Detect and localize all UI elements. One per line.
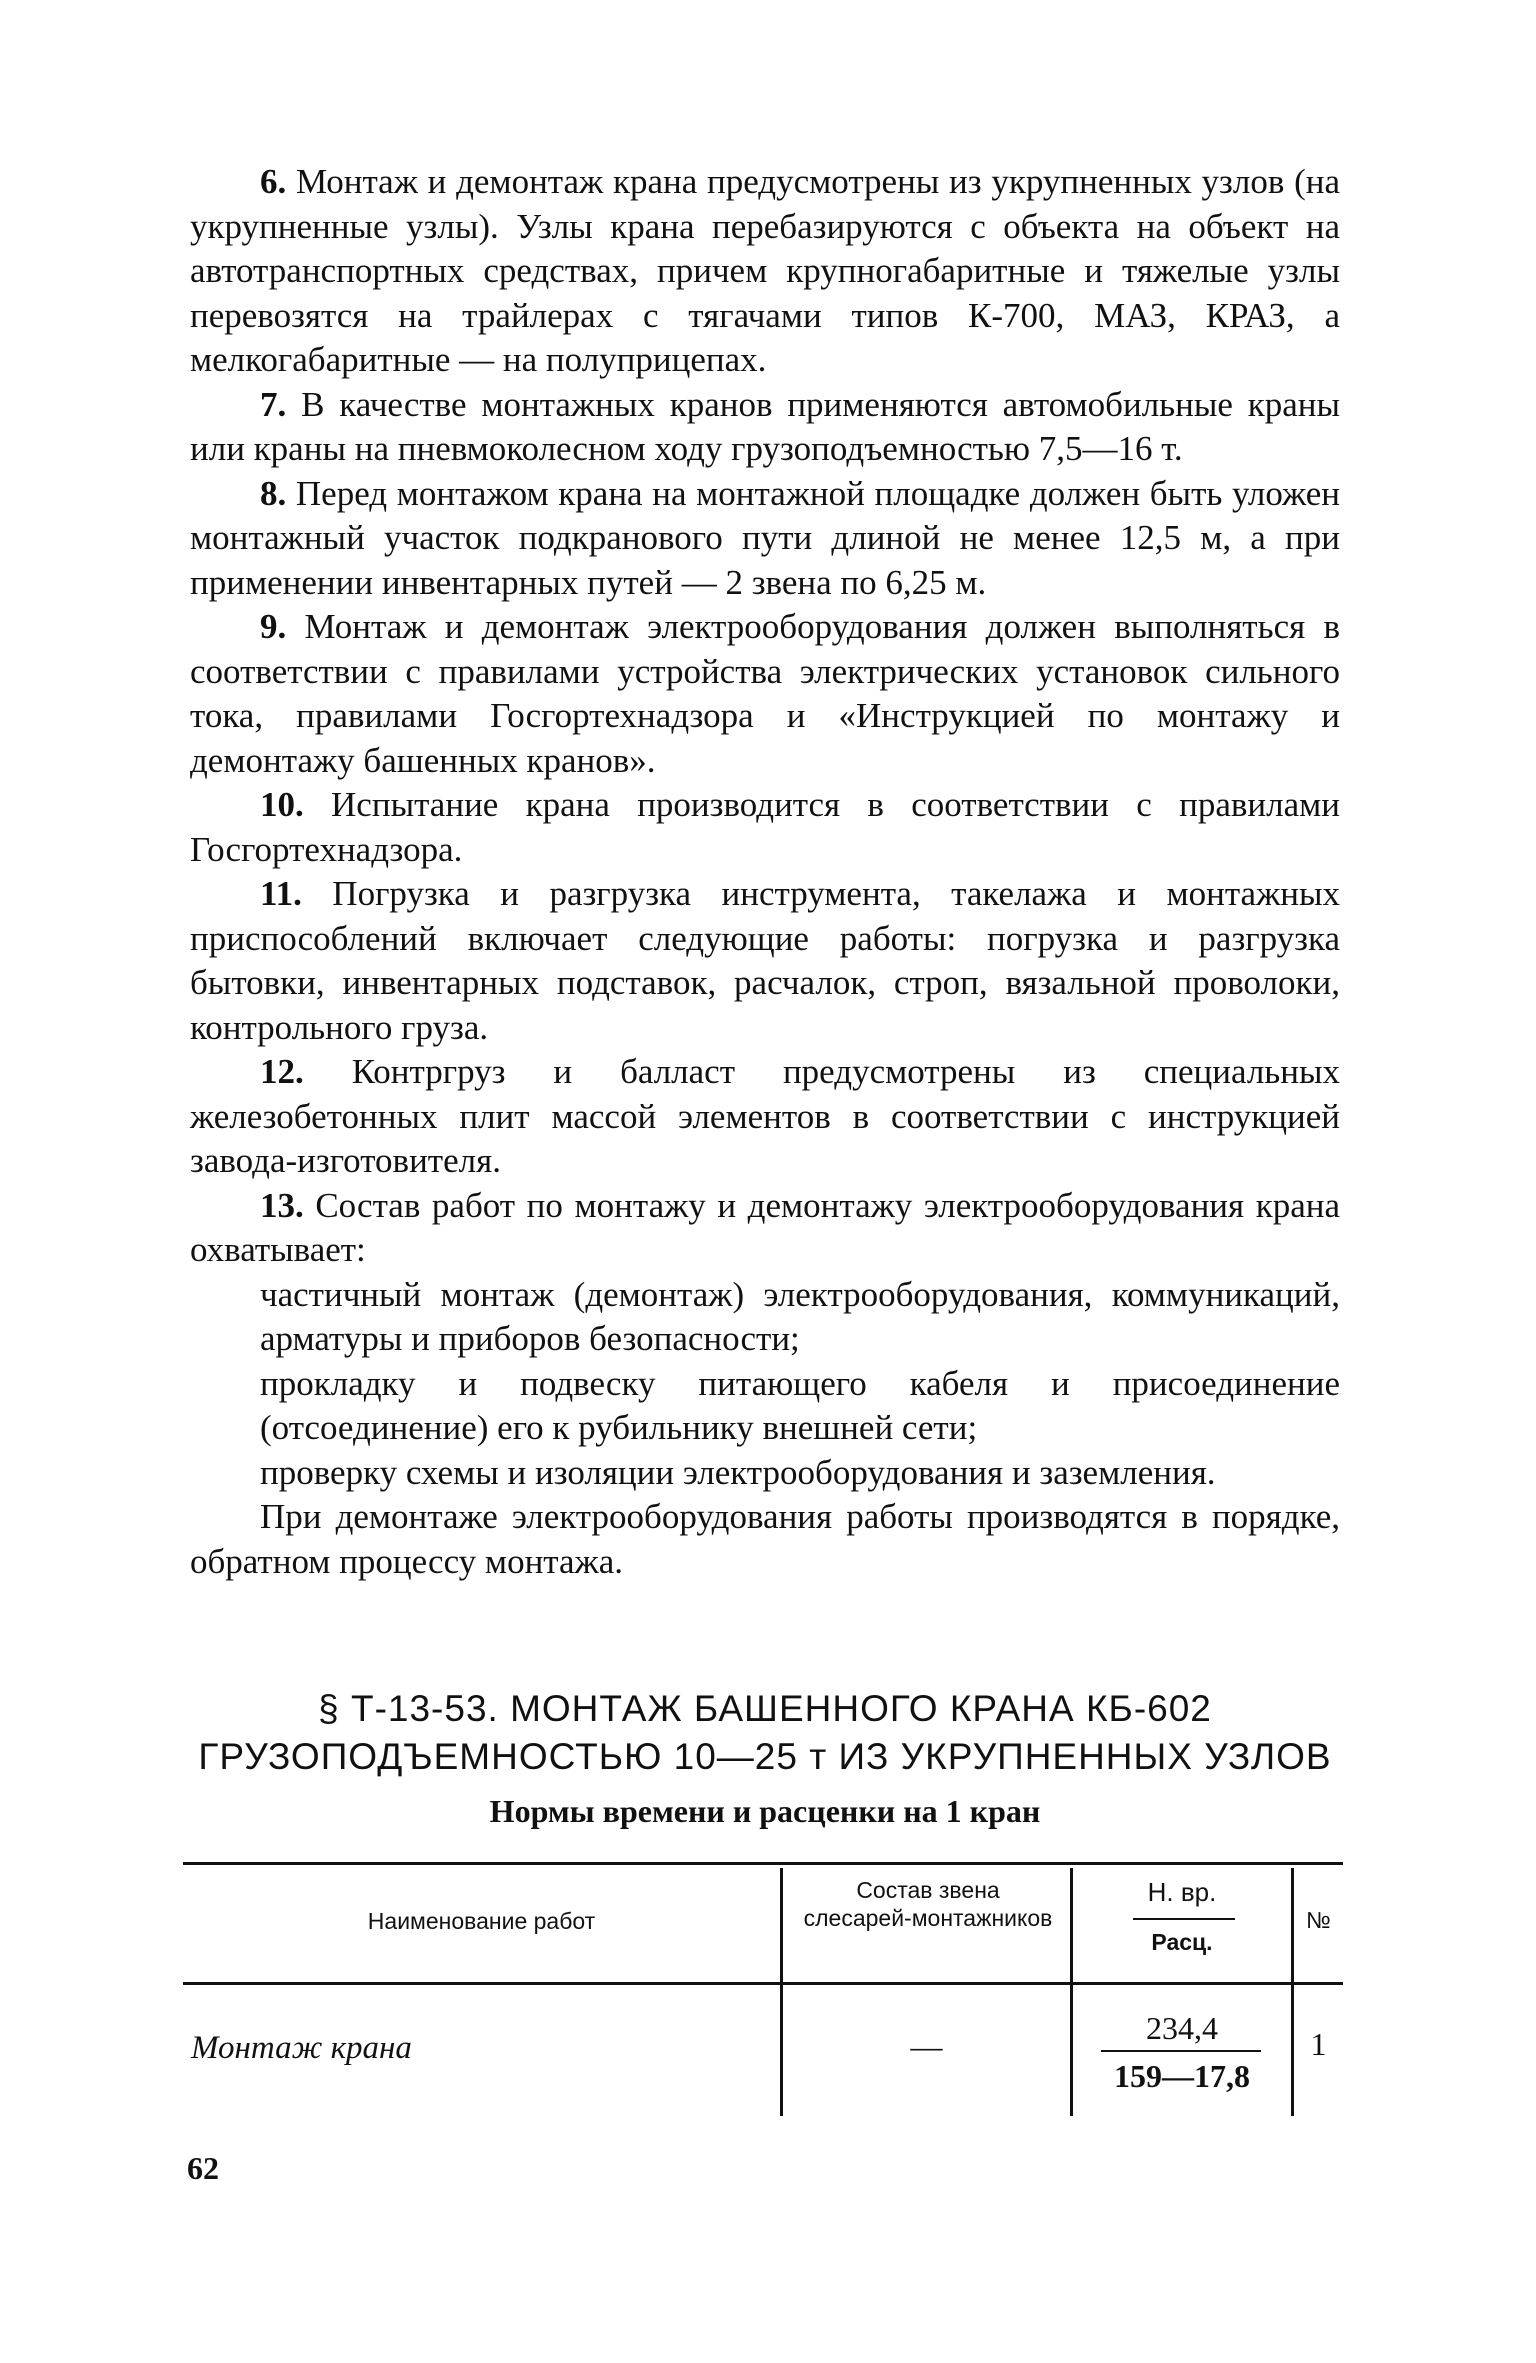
- paragraph-text: Монтаж и демонтаж электрооборудования должен выполняться в соответствии с правилами устройства электрических установок сильного тока, правилами Госгортехнадзора и «Инструкцией по монтажу и демонтажу башенных кранов».: [190, 607, 1340, 780]
- work-item: проверку схемы и изоляции электрооборудования и заземления.: [260, 1452, 1216, 1492]
- page-number: 62: [187, 2150, 219, 2186]
- row-rate: 159—17,8: [1114, 2058, 1250, 2094]
- paragraph-6: [190, 160, 1340, 383]
- header-rate: Расц.: [1151, 1929, 1213, 1955]
- work-item: прокладку и подвеску питающего кабеля и присоединение (отсоединение) его к рубильнику внешней сети;: [260, 1363, 1340, 1447]
- header-crew: Состав звена слесарей-монтажников: [803, 1877, 1053, 1931]
- row-number: 1: [1310, 2026, 1327, 2062]
- paragraph-number: 13.: [260, 1185, 304, 1225]
- paragraph-text: В качестве монтажных кранов применяются автомобильные краны или краны на пневмоколесном ходу грузоподъемностью 7,5—16 т.: [190, 384, 1340, 468]
- paragraph-11: [190, 872, 1340, 1050]
- paragraph-text: Погрузка и разгрузка инструмента, такелажа и монтажных приспособлений включает следующие работы: погрузка и разгрузка бытовки, инвентарных подставок, расчалок, строп, вязальной проволоки, контрольного груза.: [190, 874, 1341, 1047]
- row-time-norm: 234,4: [1146, 2010, 1218, 2046]
- row-crew: —: [910, 2028, 943, 2064]
- paragraph-number: 10.: [260, 785, 304, 824]
- paragraph-text: Испытание крана производится в соответствии с правилами Госгортехнадзора.: [190, 785, 1340, 869]
- paragraph-12: [190, 1050, 1340, 1184]
- row-fraction-line: [1101, 2050, 1261, 2052]
- paragraph-text: Контргруз и балласт предусмотрены из специальных железобетонных плит массой элементов в соответствии с инструкцией завода-изготовителя.: [190, 1052, 1340, 1180]
- table-subtitle: Нормы времени и расценки на 1 кран: [489, 1793, 1041, 1829]
- body-text: [190, 160, 1340, 1584]
- paragraph-8: [190, 472, 1340, 606]
- section-heading-line: ГРУЗОПОДЪЕМНОСТЬЮ 10—25 т ИЗ УКРУПНЕННЫХ УЗЛОВ: [198, 1736, 1332, 1777]
- paragraph-text: Перед монтажом крана на монтажной площадке должен быть уложен монтажный участок подкранового пути длиной не менее 12,5 м, а при применении инвентарных путей — 2 звена по 6,25 м.: [190, 473, 1341, 602]
- paragraph-text: Состав работ по монтажу и демонтажу электрооборудования крана охватывает:: [190, 1185, 1341, 1269]
- header-fraction-line: [1133, 1918, 1235, 1920]
- header-work-name: Наименование работ: [367, 1908, 596, 1934]
- paragraph-number: 8.: [260, 473, 287, 513]
- header-number: №: [1306, 1907, 1331, 1933]
- section-heading: [190, 1685, 1340, 1781]
- closing-paragraph: При демонтаже электрооборудования работы производятся в порядке, обратном процессу монтажа.: [190, 1497, 1340, 1581]
- paragraph-number: 7.: [260, 384, 287, 424]
- paragraph-number: 12.: [260, 1052, 304, 1091]
- paragraph-9: [190, 605, 1340, 783]
- section-heading-line: § Т-13-53. МОНТАЖ БАШЕННОГО КРАНА КБ-602: [318, 1688, 1212, 1729]
- paragraph-number: 11.: [260, 874, 302, 913]
- paragraph-10: [190, 783, 1340, 872]
- row-work-name: Монтаж крана: [191, 2030, 412, 2066]
- norms-table: [183, 1862, 1343, 2117]
- table-top-rule: [183, 1862, 1343, 1865]
- paragraph-13: [190, 1184, 1340, 1273]
- header-time-norm: Н. вр.: [1147, 1877, 1217, 1907]
- paragraph-text: Монтаж и демонтаж крана предусмотрены из укрупненных узлов (на укрупненные узлы). Узлы крана перебазируются с объекта на объект на автотранспортных средствах, причем крупногабаритные и тяжелые узлы перевозятся на трайлерах с тягачами типов К-700, МАЗ, КРАЗ, а мелкогабаритные — на полуприцепах.: [190, 162, 1341, 379]
- table-header-rule: [183, 1982, 1343, 1985]
- column-divider: [780, 1868, 783, 2116]
- paragraph-number: 9.: [260, 607, 287, 646]
- work-item: частичный монтаж (демонтаж) электрооборудования, коммуникаций, арматуры и приборов безопасности;: [260, 1274, 1340, 1358]
- paragraph-number: 6.: [260, 162, 287, 201]
- paragraph-7: [190, 383, 1340, 472]
